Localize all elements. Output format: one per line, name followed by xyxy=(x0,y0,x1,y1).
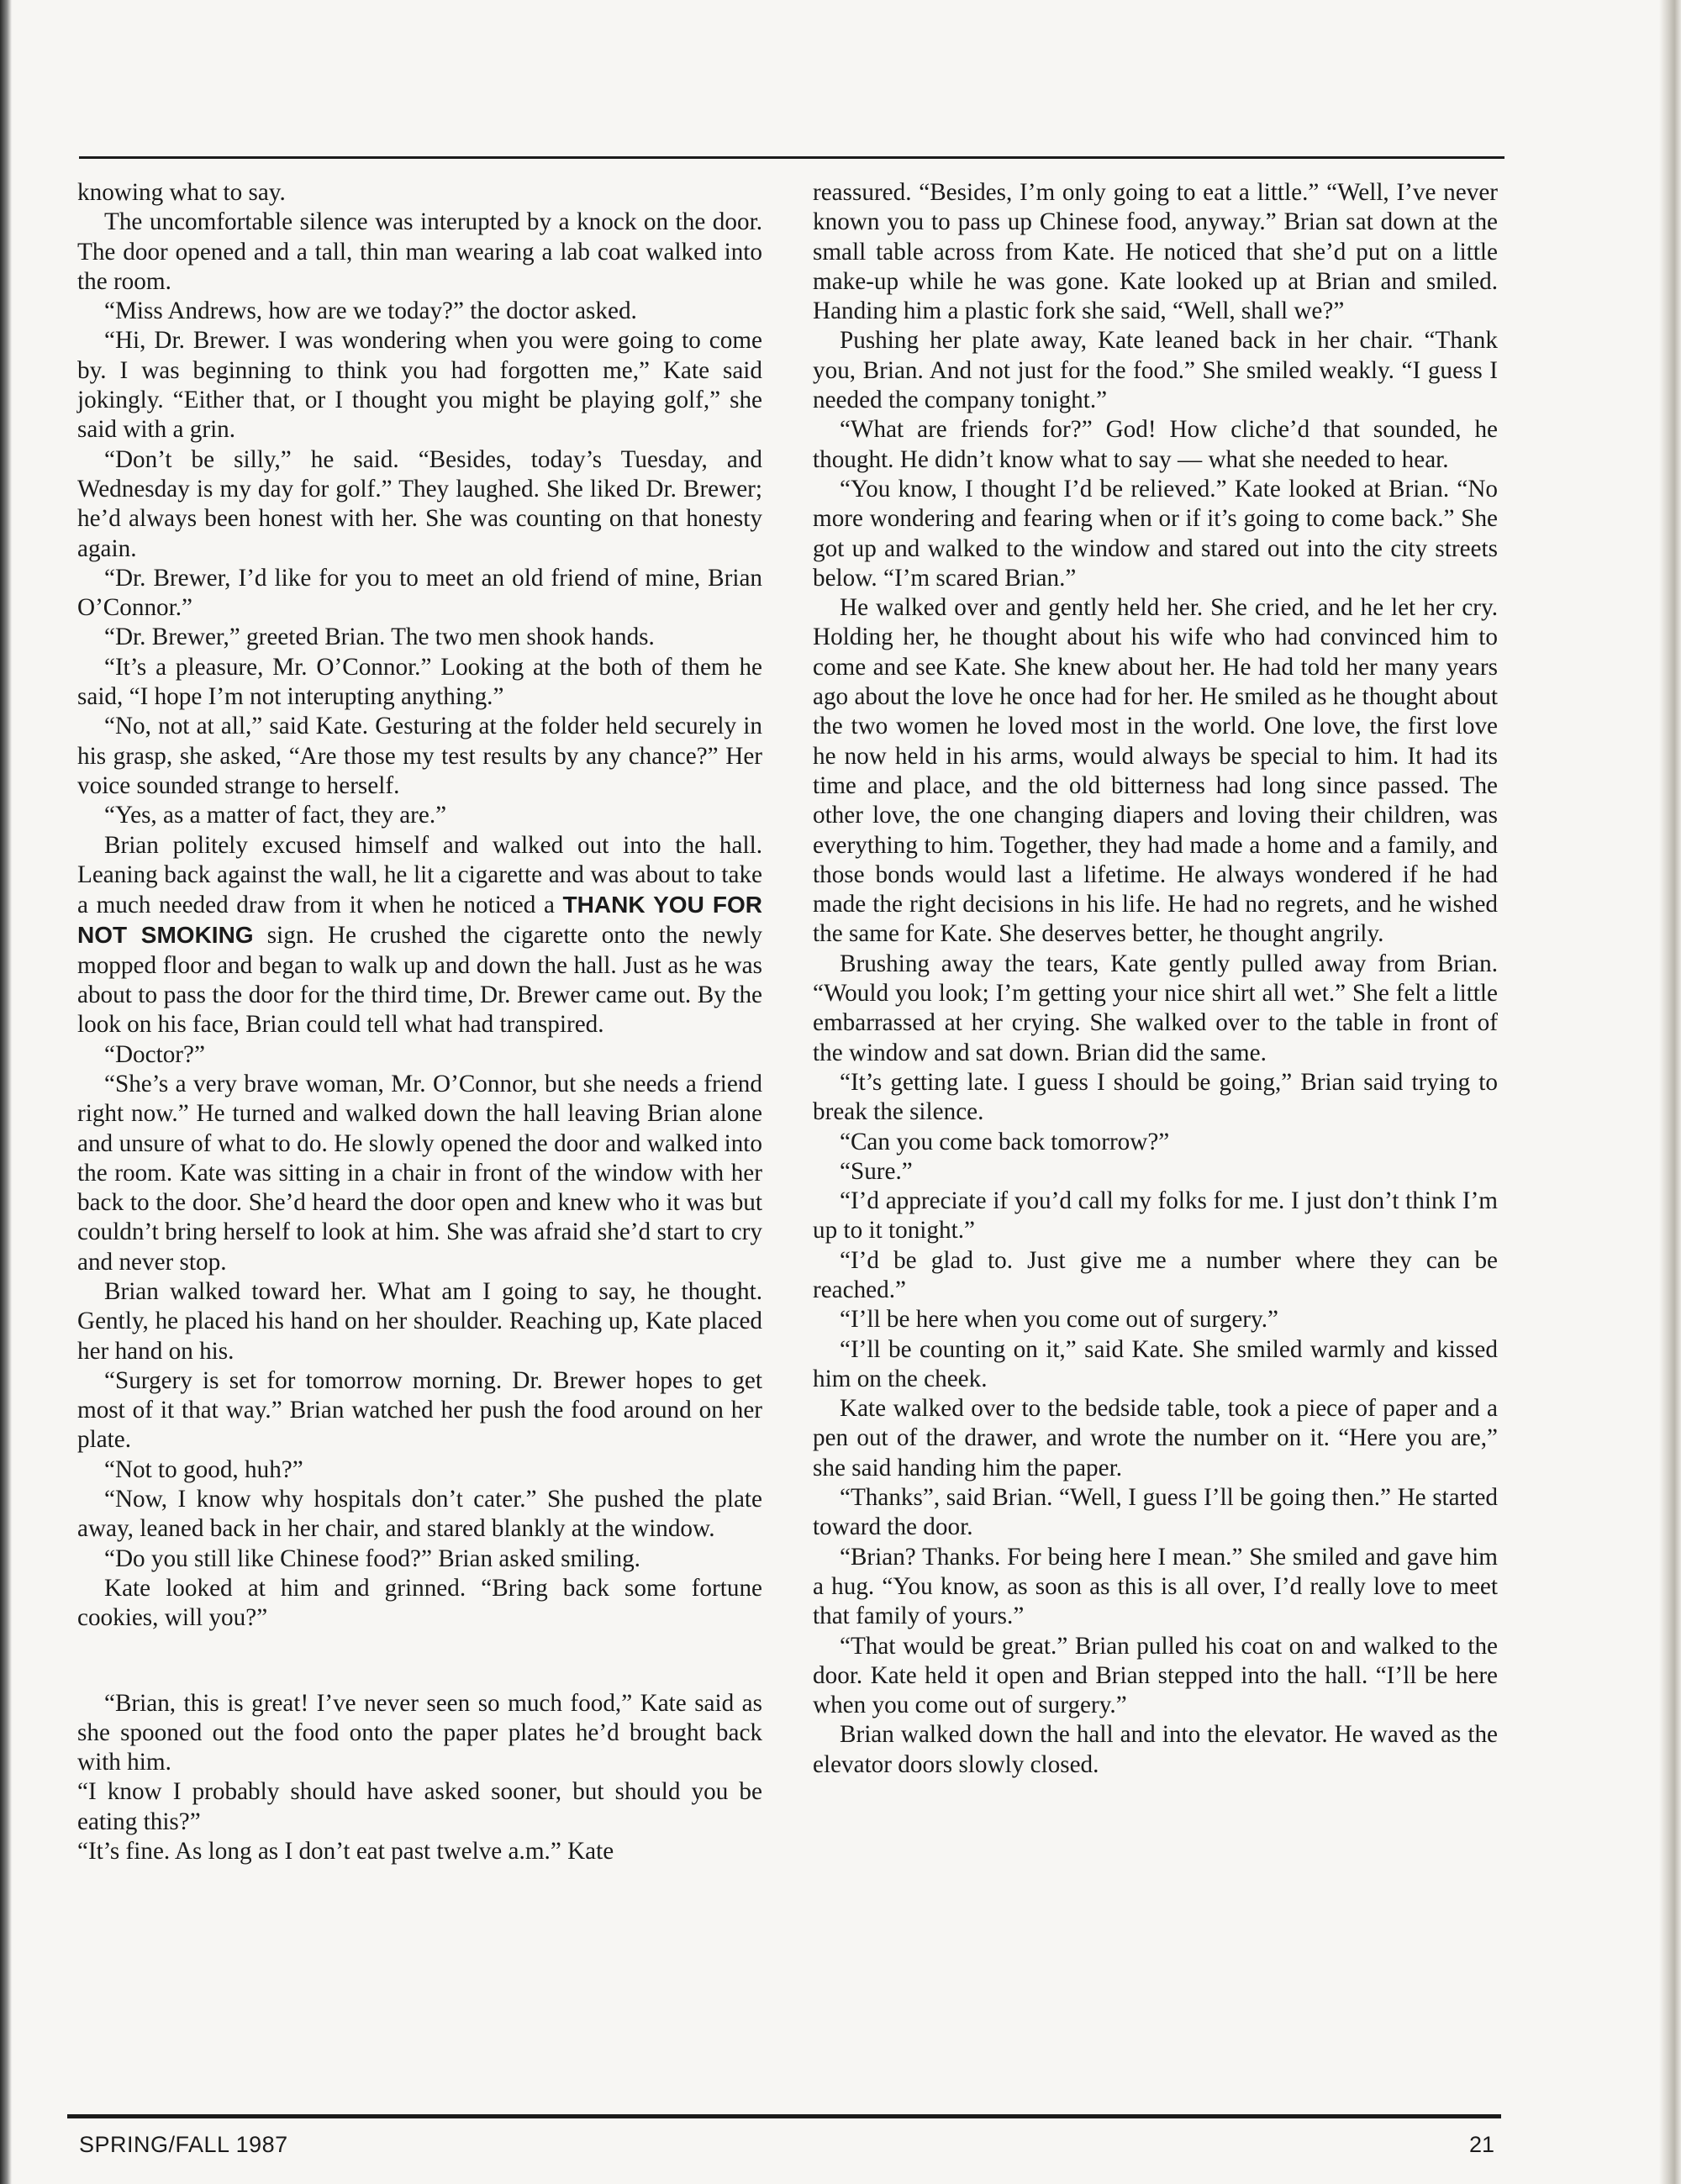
paragraph: “It’s a pleasure, Mr. O’Connor.” Looking at the both of them he said, “I hope I’m not interupting anything.” xyxy=(77,653,762,711)
paragraph: Kate walked over to the bedside table, took a piece of paper and a pen out of the drawer, and wrote the number on it. “Here you are,” she said handing him the paper. xyxy=(813,1395,1498,1481)
paragraph: “Thanks”, said Brian. “Well, I guess I’ll be going then.” He started toward the door. xyxy=(813,1484,1498,1541)
paragraph: “It’s fine. As long as I don’t eat past twelve a.m.” Kate xyxy=(77,1838,614,1866)
paragraph: Brushing away the tears, Kate gently pulled away from Brian. “Would you look; I’m getting your nice shirt all wet.” She felt a little embarrassed at her crying. She walked over to the table in front of the window and sat down. Brian did the same. xyxy=(813,950,1498,1066)
paragraph: “No, not at all,” said Kate. Gesturing at the folder held securely in his grasp, she asked, “Are those my test results by any chance?” Her voice sounded strange to herself. xyxy=(77,713,762,799)
paragraph-with-sign xyxy=(77,831,762,1040)
page-edge xyxy=(1659,0,1681,2184)
paragraph: “Dr. Brewer,” greeted Brian. The two men shook hands. xyxy=(104,624,655,651)
paragraph: “Now, I know why hospitals don’t cater.” She pushed the plate away, leaned back in her chair, and stared blankly at the window. xyxy=(77,1486,762,1543)
paragraph: Kate looked at him and grinned. “Bring back some fortune cookies, will you?” xyxy=(77,1574,762,1632)
paragraph: Brian walked down the hall and into the elevator. He waved as the elevator doors slowly closed. xyxy=(813,1721,1498,1778)
page-number: 21 xyxy=(1468,2132,1494,2157)
paragraph: “Sure.” xyxy=(840,1157,913,1185)
issue-label: SPRING/FALL 1987 xyxy=(79,2132,288,2157)
paragraph: “Doctor?” xyxy=(104,1040,205,1068)
right-column xyxy=(813,178,1498,1780)
paragraph: “Don’t be silly,” he said. “Besides, today’s Tuesday, and Wednesday is my day for golf.” They laughed. She liked Dr. Brewer; he’d always been honest with her. She was counting on that honesty again. xyxy=(77,445,762,562)
paragraph: He walked over and gently held her. She cried, and he let her cry. Holding her, he thought about his wife who had convinced him to come and see Kate. She knew about her. He had told her many years ago about the love he once had for her. He smiled as he thought about the two women he loved most in the world. One love, the first love he now held in his arms, would always be special to him. It had its time and place, and the old bitterness had long since passed. The other love, the one changing diapers and loving their children, was everything to him. Together, they had made a home and a family, and those bonds would last a lifetime. He always wondered if he had made the right decisions in his life. He had no regrets, and he wished the same for Kate. She deserves better, he thought angrily. xyxy=(813,594,1498,948)
paragraph: Brian walked toward her. What am I going to say, he thought. Gently, he placed his hand on her shoulder. Reaching up, Kate placed her hand on his. xyxy=(77,1277,762,1365)
paragraph: “I’d be glad to. Just give me a number where they can be reached.” xyxy=(813,1246,1498,1303)
paragraph: “I’d appreciate if you’d call my folks for me. I just don’t think I’m up to it tonight.” xyxy=(813,1187,1498,1245)
paragraph: “I know I probably should have asked sooner, but should you be eating this?” xyxy=(77,1778,762,1835)
paragraph: “That would be great.” Brian pulled his coat on and walked to the door. Kate held it open and Brian stepped into the hall. “I’ll be here when you come out of surgery.” xyxy=(813,1632,1498,1719)
paragraph: “She’s a very brave woman, Mr. O’Connor, but she needs a friend right now.” He turned and walked down the hall leaving Brian alone and unsure of what to do. He slowly opened the door and walked into the room. Kate was sitting in a chair in front of the window with her back to the door. She’d heard the door open and knew who it was but couldn’t bring herself to look at him. She was afraid she’d start to cry and never stop. xyxy=(77,1070,762,1276)
paragraph: “Dr. Brewer, I’d like for you to meet an old friend of mine, Brian O’Connor.” xyxy=(77,564,762,622)
paragraph: Pushing her plate away, Kate leaned back in her chair. “Thank you, Brian. And not just for the food.” She smiled weakly. “I guess I needed the company tonight.” xyxy=(813,327,1498,414)
paragraph: “Not to good, huh?” xyxy=(104,1455,303,1483)
paragraph: “I’ll be counting on it,” said Kate. She smiled warmly and kissed him on the cheek. xyxy=(813,1335,1498,1392)
paragraph: “Yes, as a matter of fact, they are.” xyxy=(104,802,447,829)
bottom-rule xyxy=(67,2114,1501,2118)
paragraph: “Surgery is set for tomorrow morning. Dr. Brewer hopes to get most of it that way.” Brian watched her push the food around on her plate. xyxy=(77,1366,762,1454)
left-column xyxy=(77,178,762,1866)
paragraph: “Brian, this is great! I’ve never seen so much food,” Kate said as she spooned out the food onto the paper plates he’d brought back with him. xyxy=(77,1689,762,1776)
paragraph-text: sign. He crushed the cigarette onto the newly mopped floor and began to walk up and down the hall. Just as he was about to pass the door for the third time, Dr. Brewer came out. By the look on his face, Brian could tell what had transpired. xyxy=(77,922,762,1039)
paragraph-text: Brian politely excused himself and walked out into the hall. Leaning back against the wall, he lit a cigarette and was about to take a much needed draw from it when he noticed a xyxy=(77,831,762,919)
top-rule xyxy=(79,156,1504,159)
paragraph: “What are friends for?” God! How cliche’d that sounded, he thought. He didn’t know what to say — what she needed to hear. xyxy=(813,416,1498,473)
paragraph: “Do you still like Chinese food?” Brian asked smiling. xyxy=(104,1545,640,1572)
paragraph: reassured. “Besides, I’m only going to eat a little.” “Well, I’ve never known you to pass up Chinese food, anyway.” Brian sat down at the small table across from Kate. He noticed that she’d put on a little make-up while he was gone. Kate looked up at Brian and smiled. Handing him a plastic fork she said, “Well, shall we?” xyxy=(813,179,1498,325)
paragraph: “I’ll be here when you come out of surgery.” xyxy=(840,1306,1278,1334)
paragraph: “Miss Andrews, how are we today?” the doctor asked. xyxy=(104,297,637,325)
paragraph: “You know, I thought I’d be relieved.” Kate looked at Brian. “No more wondering and fearing when or if it’s going to come back.” She got up and walked to the window and stared out into the city streets below. “I’m scared Brian.” xyxy=(813,475,1498,592)
paragraph: knowing what to say. xyxy=(77,179,286,206)
no-smoking-sign-text: THANK YOU FOR NOT SMOKING xyxy=(77,892,763,949)
paragraph: The uncomfortable silence was interupted by a knock on the door. The door opened and a tall, thin man wearing a lab coat walked into the room. xyxy=(77,208,762,295)
binding-spine xyxy=(0,0,12,2184)
paragraph: “Can you come back tomorrow?” xyxy=(840,1128,1170,1155)
paragraph: “Hi, Dr. Brewer. I was wondering when you were going to come by. I was beginning to think you had forgotten me,” Kate said jokingly. “Either that, or I thought you might be playing golf,” she said with a grin. xyxy=(77,327,762,444)
paragraph: “Brian? Thanks. For being here I mean.” She smiled and gave him a hug. “You know, as soon as this is all over, I’d really love to meet that family of yours.” xyxy=(813,1543,1498,1630)
paragraph: “It’s getting late. I guess I should be going,” Brian said trying to break the silence. xyxy=(813,1068,1498,1126)
